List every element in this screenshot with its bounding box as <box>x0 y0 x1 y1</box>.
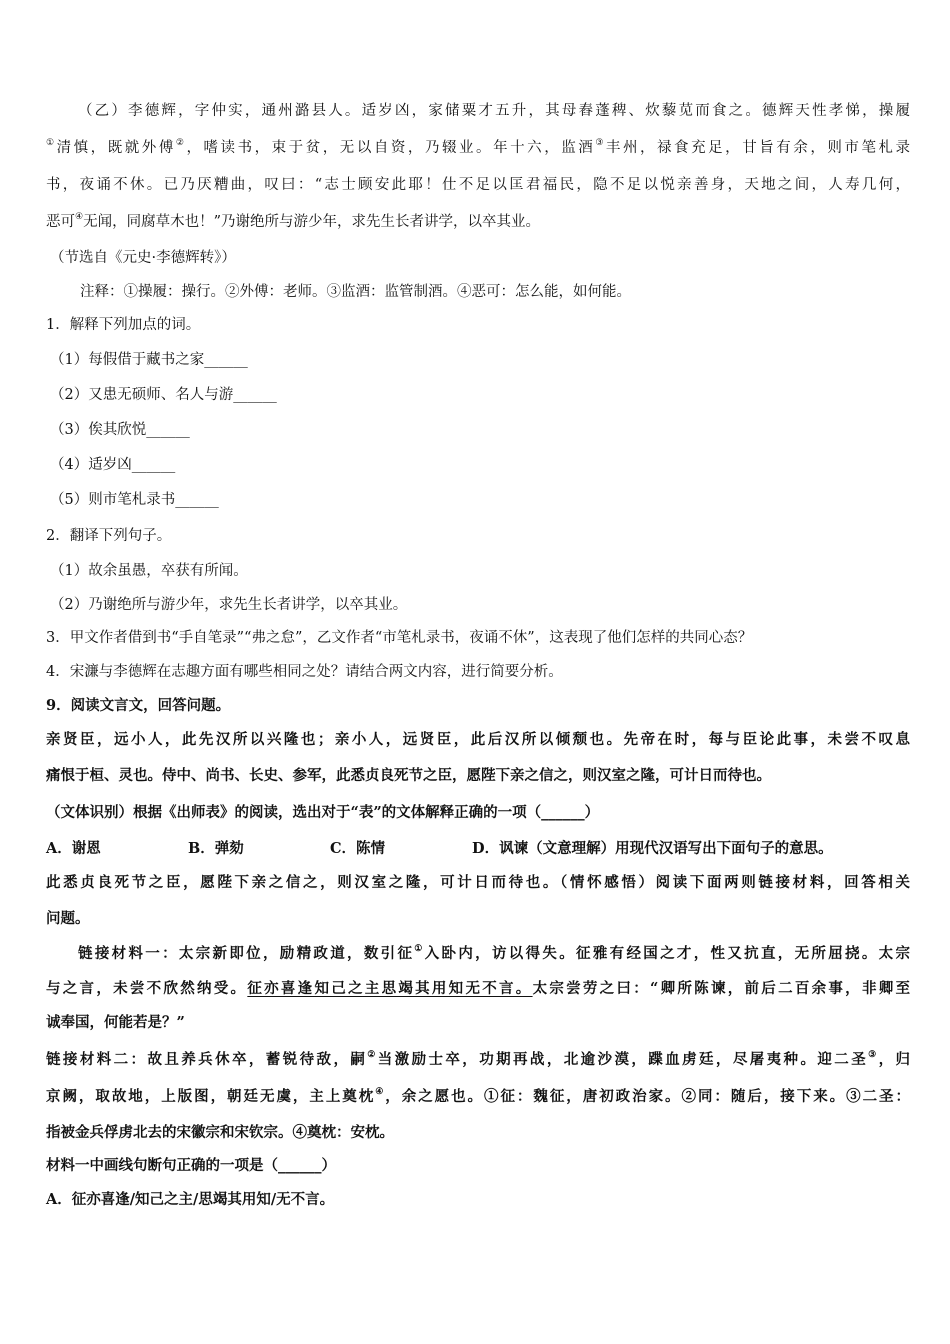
passage-yi-line-1: （乙）李德辉，字仲实，通州潞县人。适岁凶，家储粟才五升，其母舂蓬稗、炊藜苋而食之。德辉天性孝悌，操履 <box>78 103 910 119</box>
question-2-item-2: （2）乃谢绝所与游少年，求先生长者讲学，以卒其业。 <box>50 597 408 613</box>
option-d: D．讽谏（文意理解）用现代汉语写出下面句子的意思。 <box>472 840 833 857</box>
option-a: A．谢恩 <box>46 840 101 857</box>
footnote-mark-4: ④ <box>75 212 84 222</box>
link-material-2-line-2: 京阙，取故地，上版图，朝廷无虞，主上奠枕④，余之愿也。①征：魏征，唐初政治家。②同：随后，接下来。③二圣： <box>46 1087 910 1105</box>
link-material-1-line-1: 链接材料一：太宗新即位，励精政道，数引征①入卧内，访以得失。征雅有经国之才，性又抗直，无所屈挠。太宗 <box>78 944 910 962</box>
link-material-1-line-2: 与之言，未尝不欣然纳受。征亦喜逢知己之主思竭其用知无不言。太宗尝劳之曰：“卿所陈谏，前后二百余事，非卿至 <box>46 980 911 997</box>
link-material-2-line-1: 链接材料二：故且养兵休卒，蓄锐待敌，嗣②当激励士卒，功期再战，北逾沙漠，蹀血虏廷，尽屠夷种。迎二圣③，归 <box>46 1050 911 1068</box>
footnote-mark-2: ② <box>367 1050 378 1060</box>
question-1-item-3: （3）俟其欣悦______ <box>50 422 190 438</box>
question-2: 2．翻译下列句子。 <box>46 528 172 544</box>
question-3: 3．甲文作者借到书“手自笔录”“弗之怠”，乙文作者“市笔札录书，夜诵不休”，这表现了他们怎样的共同心态？ <box>46 630 753 646</box>
underlined-sentence: 征亦喜逢知己之主思竭其用知无不言。 <box>247 980 533 997</box>
question-9-sub-2-line-1: 此悉贞良死节之臣，愿陛下亲之信之，则汉室之隆，可计日而待也。（情怀感悟）阅读下面两则链接材料，回答相关 <box>46 874 910 891</box>
question-1-item-1: （1）每假借于藏书之家______ <box>50 352 248 368</box>
question-2-item-1: （1）故余虽愚，卒获有所闻。 <box>50 563 248 579</box>
footnote-mark-3: ③ <box>595 138 606 148</box>
footnote-mark-3: ③ <box>868 1050 879 1060</box>
question-1-item-4: （4）适岁凶______ <box>50 457 176 473</box>
passage-notes: 注释：①操履：操行。②外傅：老师。③监酒：监管制酒。④恶可：怎么能，如何能。 <box>80 284 631 300</box>
footnote-mark-2: ② <box>175 138 187 148</box>
passage-yi-line-4: 恶可④无闻，同腐草木也！”乃谢绝所与游少年，求先生长者讲学，以卒其业。 <box>46 212 540 230</box>
link-material-1-line-3: 诚奉国，何能若是？” <box>46 1014 185 1031</box>
footnote-mark-1: ① <box>46 138 57 148</box>
passage-yi-line-2: ①清慎，既就外傅②，嗜读书，束于贫，无以自资，乃辍业。年十六，监酒③丰州，禄食充足，甘旨有余，则市笔札录 <box>46 138 911 156</box>
question-4: 4．宋濂与李德辉在志趣方面有哪些相同之处？请结合两文内容，进行简要分析。 <box>46 664 563 680</box>
footnote-mark-1: ① <box>414 944 425 954</box>
question-9-title: 9．阅读文言文，回答问题。 <box>46 697 231 714</box>
question-1: 1．解释下列加点的词。 <box>46 317 201 333</box>
question-9-sub-1: （文体识别）根据《出师表》的阅读，选出对于“表”的文体解释正确的一项（______） <box>46 804 600 821</box>
option-b: B．弹劾 <box>188 840 244 857</box>
link-material-2-line-3: 指被金兵俘虏北去的宋徽宗和宋钦宗。④奠枕：安枕。 <box>46 1124 394 1141</box>
footnote-mark-4: ④ <box>375 1087 386 1097</box>
question-1-item-5: （5）则市笔札录书______ <box>50 492 219 508</box>
passage-yi-line-3: 书，夜诵不休。已乃厌糟曲，叹曰：“志士顾安此耶！仕不足以匡君福民，隐不足以悦亲善身，天地之间，人寿几何， <box>46 177 910 193</box>
question-9-text-line-1: 亲贤臣，远小人，此先汉所以兴隆也；亲小人，远贤臣，此后汉所以倾颓也。先帝在时，每与臣论此事，未尝不叹息 <box>46 731 910 748</box>
passage-source: （节选自《元史·李德辉转》） <box>50 250 236 266</box>
option-c: C．陈情 <box>330 840 386 857</box>
question-9-sub-3: 材料一中画线句断句正确的一项是（______） <box>46 1157 336 1174</box>
question-9-text-line-2: 痛恨于桓、灵也。侍中、尚书、长史、参军，此悉贞良死节之臣，愿陛下亲之信之，则汉室之隆，可计日而待也。 <box>46 767 771 784</box>
question-1-item-2: （2）又患无硕师、名人与游______ <box>50 387 277 403</box>
question-9-sub-2-line-2: 问题。 <box>46 910 90 927</box>
question-9-sub-3-option-a: A．征亦喜逢/知己之主/思竭其用知/无不言。 <box>46 1191 335 1208</box>
